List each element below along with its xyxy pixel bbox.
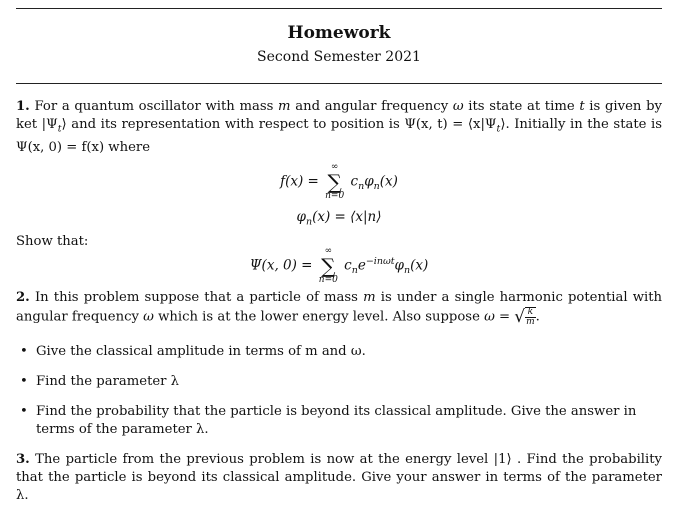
bullet-dot-icon: • [20, 374, 28, 390]
p2-omega-symbol: ω [143, 309, 154, 325]
eq3-c: c [344, 257, 352, 274]
p1-text-e: ⟩ and its representation with respect to position is Ψ(x, t) = ⟨x|Ψ [61, 117, 497, 132]
bullet-text-1: Give the classical amplitude in terms of m and ω. [36, 344, 366, 360]
p2-text-a: In this problem suppose that a particle of mass [34, 290, 364, 306]
document-title: Homework [287, 23, 391, 43]
frac-denominator: m [526, 317, 535, 328]
bullet-dot-icon: • [20, 344, 28, 360]
problem-2-text [16, 289, 662, 327]
eq3-phi: φ [394, 257, 404, 274]
sum1-upper: ∞ [330, 161, 339, 172]
problem-3-text [16, 451, 662, 505]
bullet-item [20, 343, 662, 361]
eq1-sub-n2: n [373, 180, 380, 192]
eq2-phi: φ [296, 208, 306, 225]
problem-2-number: 2. [16, 290, 30, 306]
problem-3-number: 3. [16, 452, 30, 468]
bullet-item [20, 403, 662, 439]
eq2-sub-n: n [305, 216, 313, 228]
eq3-e: e [357, 257, 366, 274]
p1-sub-t2: t [496, 123, 501, 135]
equation-psi-expansion [16, 247, 662, 285]
p1-time-symbol: t [579, 99, 585, 114]
problem-1-number: 1. [16, 99, 30, 114]
p1-mass-symbol: m [278, 99, 291, 114]
bullet-item [20, 373, 662, 391]
eq3-exponent: −inωt [365, 256, 395, 268]
eq3-sub-n1: n [351, 265, 358, 277]
eq1-phi: φ [364, 173, 374, 190]
p1-text-f: ⟩. Initially in the state is Ψ(x, 0) = f(x) where [16, 117, 663, 155]
p2-omega-eq: ω = [484, 309, 515, 325]
bullet-text-3: Find the probability that the particle is beyond its classical amplitude. Give the answer in terms of the parameter λ. [36, 404, 637, 438]
header-bottom-rule [16, 83, 662, 84]
sum2-upper: ∞ [324, 246, 333, 257]
p1-text-d: is given by ket |Ψ [16, 99, 662, 132]
p1-omega-symbol: ω [452, 99, 464, 114]
sum-symbol-2: ∞ ∑ n=0 [318, 246, 338, 286]
sqrt-k-over-m: √ $\frac{k}{m}$ [514, 307, 535, 328]
p2-text-b: is under a single harmonic potential with angular frequency [16, 290, 663, 325]
homework-page [16, 8, 662, 505]
frac-numerator: k [525, 308, 536, 318]
problem-1-text [16, 98, 662, 157]
document-subtitle: Second Semester 2021 [257, 49, 421, 65]
eq1-c: c [350, 173, 359, 190]
bullet-text-2: Find the parameter λ [36, 374, 180, 390]
equation-f-expansion [16, 163, 662, 201]
eq3-sub-n2: n [403, 265, 411, 277]
eq3-arg: (x) [410, 257, 429, 274]
p2-text-c: which is at the lower energy level. Also suppose [153, 309, 485, 325]
bullet-dot-icon: • [20, 404, 28, 420]
sum1-lower: n=0 [325, 190, 345, 201]
p2-mass-symbol: m [363, 290, 376, 306]
eq1-lhs: f(x) = [280, 173, 324, 190]
p2-period: . [535, 309, 540, 325]
p1-text-c: its state at time [463, 99, 580, 114]
p1-sub-t1: t [57, 123, 62, 135]
p1-text-a: For a quantum oscillator with mass [34, 99, 279, 114]
top-rule [16, 8, 662, 9]
eq1-sub-n1: n [358, 180, 365, 192]
show-that-label: Show that: [16, 234, 89, 250]
eq2-rest: (x) = ⟨x|n⟩ [312, 208, 382, 225]
eq1-arg: (x) [379, 173, 398, 190]
problem-2-bullets [16, 343, 662, 439]
equation-phi-definition [16, 209, 662, 228]
p1-text-b: and angular frequency [290, 99, 453, 114]
sum2-lower: n=0 [318, 275, 338, 286]
p3-text: The particle from the previous problem is now at the energy level |1⟩ . Find the probability that the particle is beyond its classical amplitude. Give your answer in terms of the parameter λ. [16, 452, 662, 504]
sum-symbol-1: ∞ ∑ n=0 [325, 161, 345, 201]
eq3-lhs: Ψ(x, 0) = [249, 257, 317, 274]
